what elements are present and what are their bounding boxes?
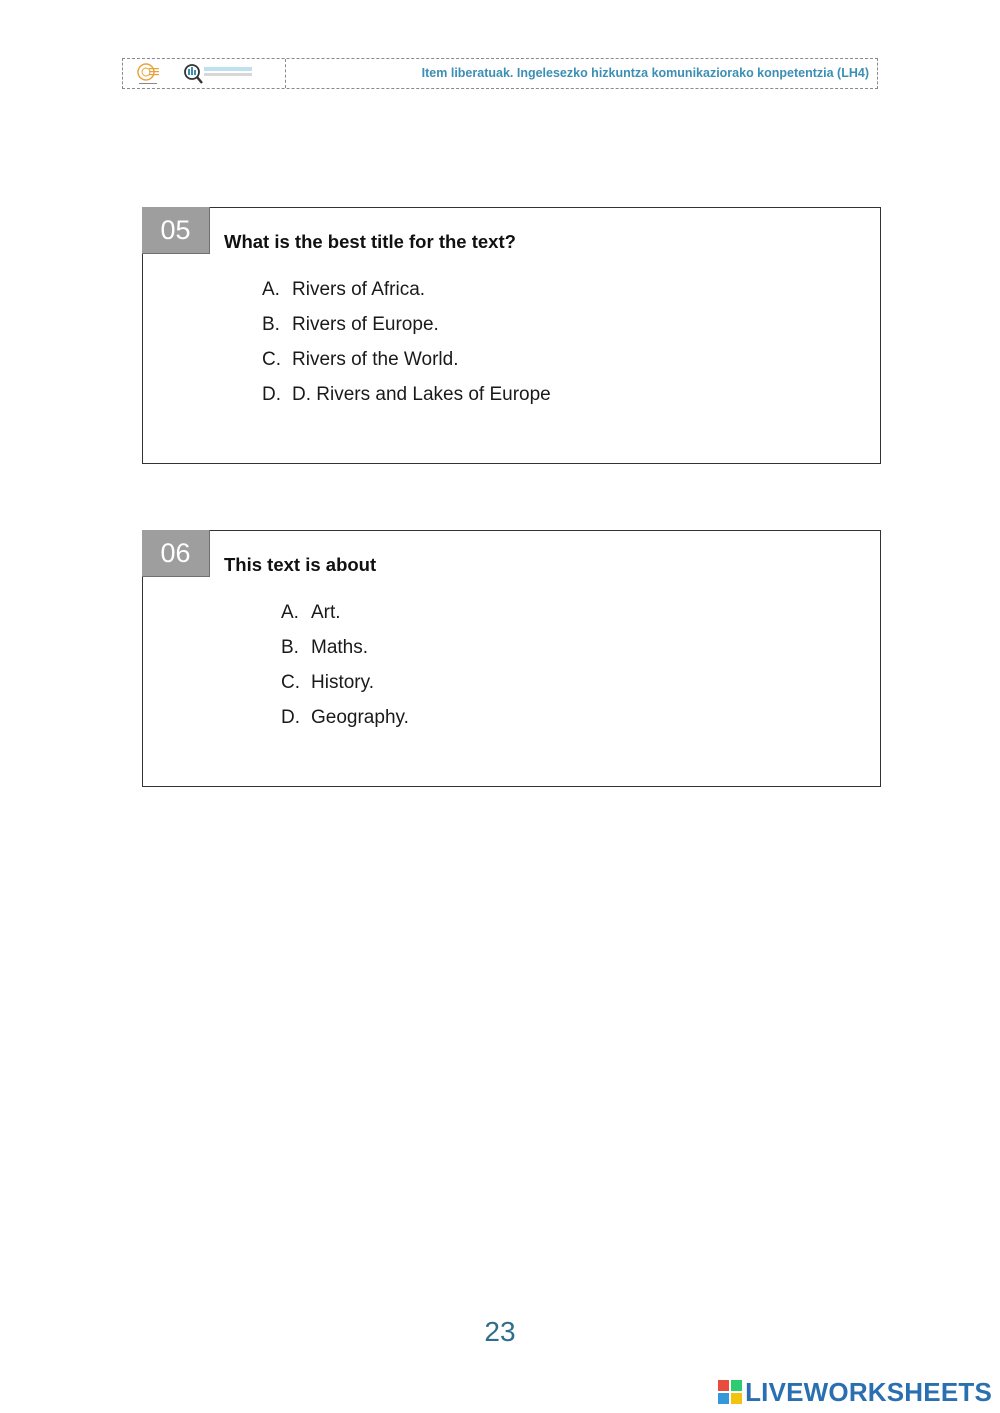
page-header <box>122 58 878 89</box>
option-letter: D. <box>262 384 281 405</box>
answer-option[interactable] <box>281 630 409 665</box>
question-number: 05 <box>142 207 210 254</box>
institution-logo-icon <box>129 61 279 87</box>
header-logos <box>129 61 279 87</box>
brand-name: LIVEWORKSHEETS <box>745 1376 992 1407</box>
logo-block <box>718 1380 729 1391</box>
question-number: 06 <box>142 530 210 577</box>
header-title: Item liberatuak. Ingelesezko hizkuntza komunikaziorako konpetentzia (LH4) <box>421 66 869 80</box>
option-text: Maths. <box>311 637 369 658</box>
page-number: 23 <box>484 1316 516 1347</box>
option-text: D. Rivers and Lakes of Europe <box>292 384 551 405</box>
liveworksheets-brand[interactable] <box>718 1376 992 1408</box>
logo-block <box>731 1393 742 1404</box>
question-box <box>142 530 881 787</box>
answer-option[interactable] <box>281 595 409 630</box>
answer-options <box>281 595 409 735</box>
option-text: Art. <box>311 602 341 623</box>
logo-block <box>731 1380 742 1391</box>
option-letter: C. <box>281 672 300 693</box>
option-text: Rivers of Africa. <box>292 279 426 300</box>
option-letter: D. <box>281 707 300 728</box>
logo-block <box>718 1393 729 1404</box>
answer-options <box>262 272 551 412</box>
answer-option[interactable] <box>281 665 409 700</box>
header-divider <box>285 59 286 88</box>
question-prompt: This text is about <box>224 554 377 575</box>
option-text: Rivers of Europe. <box>292 314 439 335</box>
answer-option[interactable] <box>262 377 551 412</box>
answer-option[interactable] <box>281 700 409 735</box>
option-letter: C. <box>262 349 281 370</box>
option-letter: A. <box>262 279 280 300</box>
option-letter: B. <box>281 637 299 658</box>
answer-option[interactable] <box>262 272 551 307</box>
question-box <box>142 207 881 464</box>
liveworksheets-logo-icon <box>718 1380 742 1404</box>
answer-option[interactable] <box>262 307 551 342</box>
option-letter: B. <box>262 314 280 335</box>
option-letter: A. <box>281 602 299 623</box>
answer-option[interactable] <box>262 342 551 377</box>
option-text: Rivers of the World. <box>292 349 459 370</box>
option-text: History. <box>311 672 374 693</box>
option-text: Geography. <box>311 707 409 728</box>
question-prompt: What is the best title for the text? <box>224 231 516 252</box>
